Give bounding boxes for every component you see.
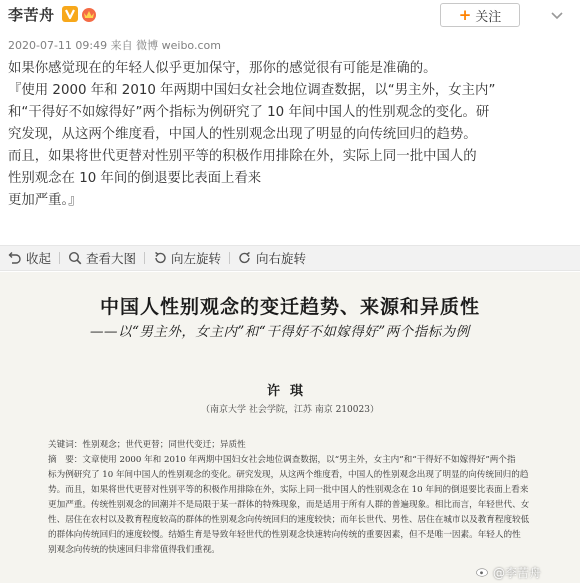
view-large-label: 查看大图 <box>86 251 137 266</box>
collapse-button[interactable] <box>8 249 51 267</box>
watermark-text: @李苦舟 <box>493 566 542 580</box>
post-text <box>8 58 574 212</box>
toolbar-divider <box>144 252 145 264</box>
username[interactable]: 李苦舟 <box>8 6 55 24</box>
paper-affiliation: （南京大学 社会学院，江苏 南京 210023） <box>201 405 379 415</box>
post-line: 和“干得好不如嫁得好”两个指标为例研究了 10 年间中国人的性别观念的变化。研 <box>8 105 490 120</box>
toolbar-divider <box>59 252 60 264</box>
chevron-down-icon[interactable] <box>549 7 565 23</box>
rotate-right-label: 向右旋转 <box>256 251 307 266</box>
paper-title: 中国人性别观念的变迁趋势、来源和异质性 <box>99 296 480 318</box>
follow-label: 关注 <box>475 9 502 25</box>
post-line: 『使用 2000 年和 2010 年两期中国妇女社会地位调查数据，以“男主外，女主内” <box>8 83 496 98</box>
vip-crown-icon <box>80 5 98 23</box>
source-prefix: 来自 <box>110 39 133 52</box>
rotate-left-icon <box>153 251 167 265</box>
abstract-line: 标为例研究了 10 年间中国人的性别观念的变化。研究发现，从这两个维度看，中国人的性别观念出现了明显的向传统回归的趋 <box>48 470 529 480</box>
rotate-left-label: 向左旋转 <box>171 251 222 266</box>
magnifier-icon <box>68 251 82 265</box>
verified-v-icon <box>62 6 78 22</box>
abstract-line: 更加严重。传统性别观念的回潮并不是局限于某一群体的特殊现象，而是适用于所有人群的普遍现象。相比而言，年轻世代、女 <box>48 500 530 510</box>
paper-author: 许琪 <box>266 384 313 399</box>
follow-button[interactable] <box>440 3 520 27</box>
post-header <box>0 0 580 56</box>
post-line: 而且，如果将世代更替对性别平等的积极作用排除在外，实际上同一批中国人的 <box>8 149 477 164</box>
attached-paper-image[interactable] <box>0 272 580 583</box>
rotate-right-button[interactable] <box>238 249 306 267</box>
post-meta <box>8 37 221 53</box>
paper-subtitle: ——以“男主外，女主内”和“干得好不如嫁得好”两个指标为例 <box>90 324 470 340</box>
rotate-right-icon <box>238 251 252 265</box>
image-toolbar <box>0 245 580 271</box>
collapse-label: 收起 <box>26 251 52 266</box>
weibo-logo-icon <box>476 565 490 580</box>
abstract-line: 的群体向传统回归的速度较慢。结婚生育是导致年轻世代的性别观念快速转向传统的重要因素，但不是唯一因素。年轻人的性 <box>48 530 521 540</box>
paper-keywords: 关键词：性别观念；世代更替；同世代变迁；异质性 <box>48 440 246 450</box>
weibo-watermark <box>476 564 541 581</box>
post-line: 究发现，从这两个维度看，中国人的性别观念出现了明显的向传统回归的趋势。 <box>8 127 477 142</box>
view-large-button[interactable] <box>68 249 136 267</box>
post-line: 性别观念在 10 年间的倒退要比表面上看来 <box>8 171 262 186</box>
post-line: 更加严重。』 <box>8 193 82 208</box>
rotate-left-button[interactable] <box>153 249 221 267</box>
abstract-line: 性、居住在农村以及教育程度较高的群体的性别观念向传统回归的速度较快；而年长世代、男性、居住在城市以及教育程度较低 <box>48 515 530 525</box>
abstract-line: 势。而且，如果将世代更替对性别平等的积极作用排除在外，实际上同一批中国人的性别观念在 10 年间的倒退要比表面上看来 <box>48 485 529 495</box>
post-line: 如果你感觉现在的年轻人似乎更加保守，那你的感觉很有可能是准确的。 <box>8 61 437 76</box>
timestamp[interactable]: 2020-07-11 09:49 <box>8 39 108 52</box>
toolbar-divider <box>229 252 230 264</box>
abstract-line: 摘 要：文章使用 2000 年和 2010 年两期中国妇女社会地位调查数据，以“男主外，女主内”和“干得好不如嫁得好”两个指 <box>48 455 516 465</box>
abstract-line: 别观念向传统的快速回归非常值得我们重视。 <box>48 545 220 555</box>
source-link[interactable]: 微博 weibo.com <box>136 39 221 52</box>
collapse-icon <box>8 251 22 265</box>
plus-icon: + <box>458 5 472 24</box>
